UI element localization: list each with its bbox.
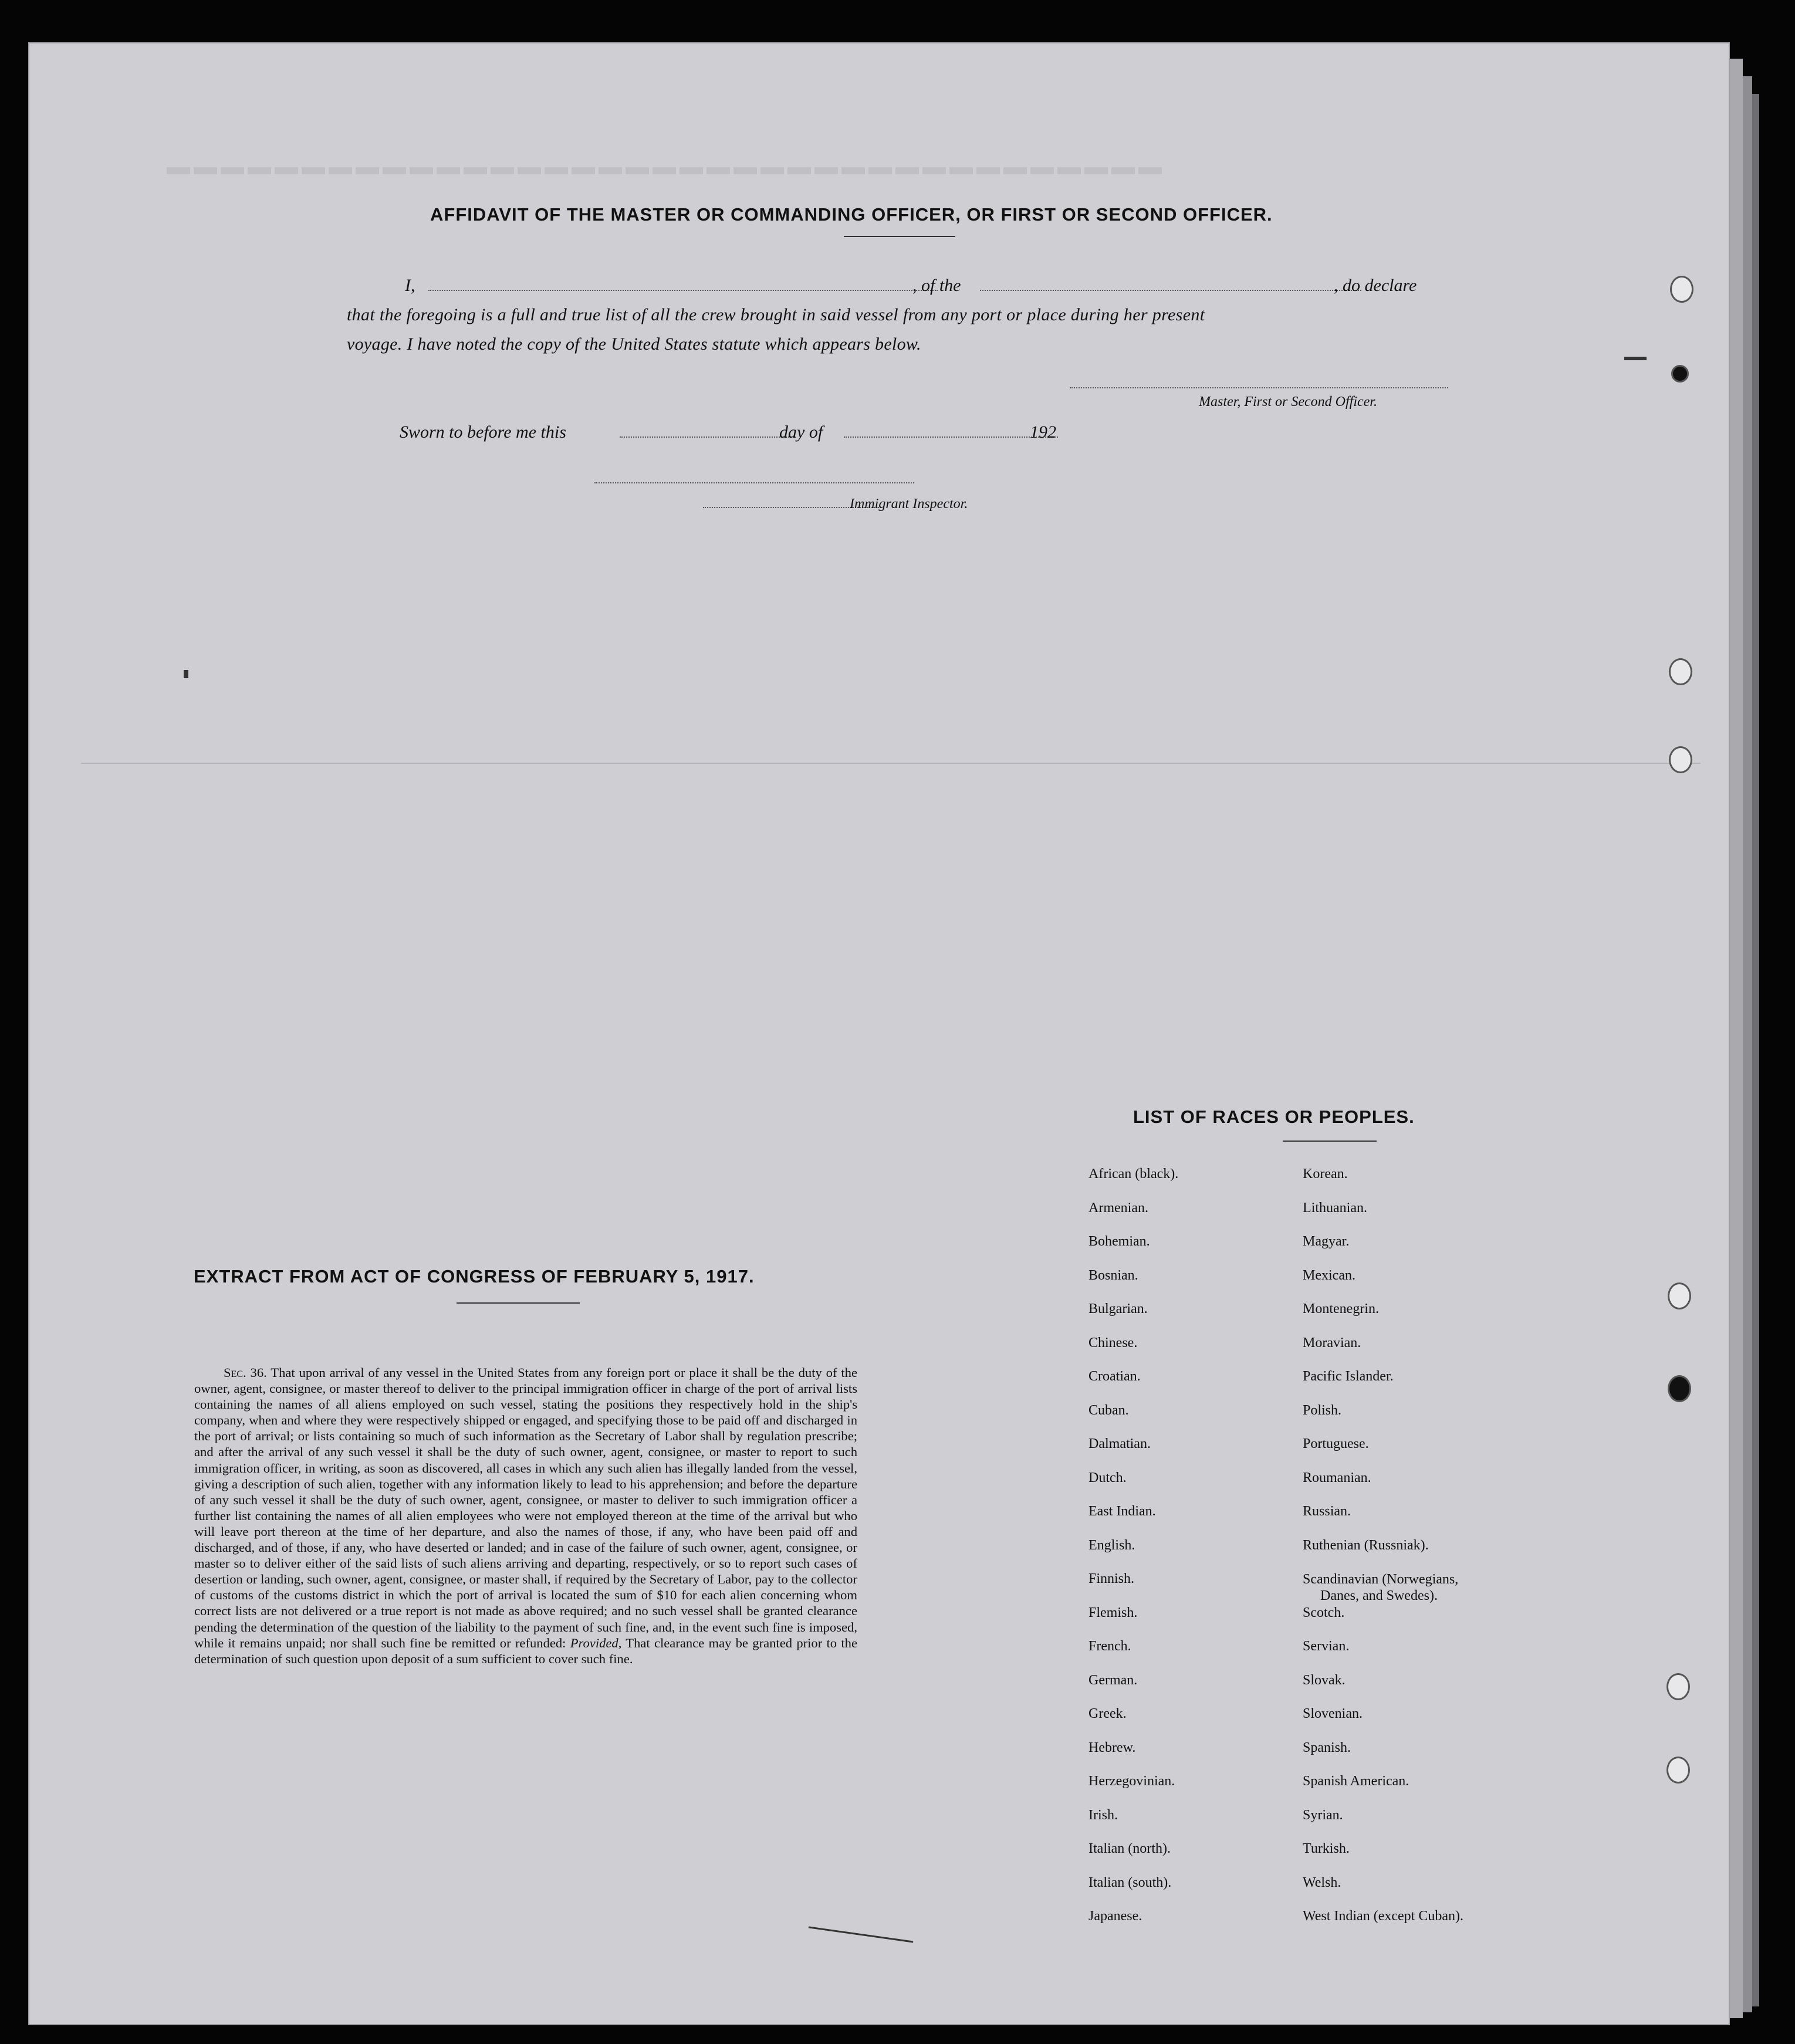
ink-mark [184, 670, 188, 678]
races-right-column [1303, 1166, 1463, 1943]
extract-title: EXTRACT FROM ACT OF CONGRESS OF FEBRUARY 5, 1917. [194, 1266, 755, 1287]
race-entry: Bulgarian. [1089, 1301, 1148, 1317]
provided-word: Provided, [570, 1635, 622, 1650]
page-edge [1730, 59, 1743, 2018]
race-entry: Scandinavian (Norwegians, Danes, and Swedes). [1303, 1572, 1459, 1603]
section-label: Sec. 36. [224, 1365, 267, 1380]
races-title: LIST OF RACES OR PEOPLES. [1133, 1106, 1415, 1127]
race-entry: Dutch. [1089, 1470, 1127, 1485]
ink-mark [1624, 357, 1647, 360]
name-blank[interactable] [428, 290, 938, 291]
punch-hole [1669, 658, 1692, 685]
punch-hole [1666, 1757, 1690, 1784]
extract-text-1: That upon arrival of any vessel in the United States from any foreign port or place it shall be the duty of the owner, agent, consignee, or master thereof to deliver to the principal immigration officer in charge of the port of arrival lists containing the names of all aliens employed on such vessel, stating the positions they respectively hold in the ship's company, when and where they were respectively shipped or engaged, and specifying those to be paid off and discharged in the port of arrival; or lists containing so much of such information as the Secretary of Labor shall by regulation prescribe; and after the arrival of any such vessel it shall be the duty of such owner, agent, consignee, or master to report to such immigration officer, in writing, as soon as discovered, all cases in which any such alien has illegally landed from the vessel, giving a description of such alien, together with any information likely to lead to his apprehension; and before the departure of any such vessel it shall be the duty of such owner, agent, consignee, or master to deliver to such immigration officer a further list containing the names of all alien employees who were not employed thereon at the time of the arrival but who will leave port thereon at the time of her departure, and also the names of those, if any, who have been paid off and discharged, and of those, if any, who have deserted or landed; and in case of the failure of such owner, agent, consignee, or master so to deliver either of the said lists of such aliens arriving and departing, respectively, or so to report such cases of desertion or landing, such owner, agent, consignee, or master shall, if required by the Secretary of Labor, pay to the collector of customs of the customs district in which the port of arrival is located the sum of $10 for each alien concerning whom correct lists are not delivered or a true report is not made as above required; and no such vessel shall be granted clearance pending the determination of the question of the liability to the payment of such fine, and, in the event such fine is imposed, while it remains unpaid; nor shall such fine be remitted or refunded: [194, 1365, 857, 1650]
races-divider [1283, 1141, 1377, 1142]
race-entry: Roumanian. [1303, 1470, 1371, 1485]
race-entry: Slovenian. [1303, 1706, 1363, 1721]
race-entry: Slovak. [1303, 1672, 1346, 1688]
page-edge [1743, 76, 1752, 2012]
race-entry: Armenian. [1089, 1200, 1148, 1216]
pencil-mark [809, 1918, 915, 1943]
race-entry: Hebrew. [1089, 1740, 1136, 1755]
bleed-through-text: ▬▬▬▬▬▬▬▬▬▬▬▬▬▬▬▬▬▬▬▬▬▬▬▬▬▬▬▬▬▬▬▬▬▬▬▬▬ [163, 154, 1162, 180]
signature-line[interactable] [1070, 387, 1448, 388]
race-entry: Mexican. [1303, 1267, 1355, 1283]
race-entry: Scotch. [1303, 1605, 1345, 1620]
sworn-month-blank[interactable] [844, 436, 1058, 438]
punch-hole [1671, 365, 1689, 383]
form-page [28, 42, 1730, 2025]
race-entry: Lithuanian. [1303, 1200, 1367, 1216]
inspector-line-top [594, 482, 914, 483]
punch-hole [1669, 746, 1692, 773]
extract-body [194, 1365, 857, 1667]
affidavit-of-the: , of the [912, 276, 961, 295]
race-entry: Portuguese. [1303, 1436, 1369, 1451]
race-entry: English. [1089, 1537, 1135, 1553]
punch-hole [1666, 1673, 1690, 1700]
race-entry: Chinese. [1089, 1335, 1138, 1351]
race-entry: Irish. [1089, 1807, 1118, 1823]
bleed-through-rule [81, 763, 1701, 764]
race-entry: Korean. [1303, 1166, 1348, 1182]
race-entry: Herzegovinian. [1089, 1774, 1175, 1789]
race-entry: Bosnian. [1089, 1267, 1138, 1283]
race-entry: German. [1089, 1672, 1138, 1688]
race-entry: Spanish American. [1303, 1774, 1409, 1789]
signature-caption: Master, First or Second Officer. [1199, 394, 1377, 410]
race-entry: Servian. [1303, 1639, 1350, 1654]
punch-hole [1668, 1282, 1691, 1309]
race-entry: Finnish. [1089, 1571, 1135, 1586]
race-entry: East Indian. [1089, 1504, 1156, 1519]
race-entry: Dalmatian. [1089, 1436, 1151, 1451]
race-entry: Ruthenian (Russniak). [1303, 1537, 1429, 1553]
race-entry: Syrian. [1303, 1807, 1343, 1823]
race-entry: Cuban. [1089, 1402, 1129, 1418]
page-edge [1752, 94, 1759, 2006]
vessel-blank[interactable] [980, 290, 1361, 291]
sworn-label: Sworn to before me this [400, 422, 566, 442]
race-entry: Russian. [1303, 1504, 1351, 1519]
affidavit-i-label: I, [405, 276, 415, 295]
affidavit-do-declare: , do declare [1334, 276, 1417, 295]
year-label: 192 [1030, 422, 1056, 442]
race-entry: West Indian (except Cuban). [1303, 1908, 1463, 1924]
races-left-column [1089, 1166, 1178, 1943]
race-entry: Welsh. [1303, 1874, 1341, 1890]
affidavit-line-3: voyage. I have noted the copy of the United States statute which appears below. [347, 334, 921, 354]
race-entry: Pacific Islander. [1303, 1369, 1394, 1384]
race-entry: Flemish. [1089, 1605, 1138, 1620]
race-entry: Italian (north). [1089, 1841, 1171, 1856]
race-entry: Montenegrin. [1303, 1301, 1379, 1317]
race-entry: Polish. [1303, 1402, 1342, 1418]
extract-divider [457, 1302, 580, 1304]
race-entry: Spanish. [1303, 1740, 1351, 1755]
affidavit-line-2: that the foregoing is a full and true list of all the crew brought in said vessel from any port or place during her present [347, 305, 1205, 324]
day-of-label: day of [779, 422, 823, 442]
sworn-date-blank[interactable] [620, 436, 796, 438]
race-entry: Italian (south). [1089, 1874, 1172, 1890]
extract-text-2: That clearance may be granted prior to the determination of such question upon deposit of a sum sufficient to cover such fine. [194, 1635, 857, 1666]
race-entry: Magyar. [1303, 1234, 1350, 1249]
punch-hole [1668, 1375, 1691, 1402]
inspector-caption: Immigrant Inspector. [850, 496, 968, 512]
race-entry: Greek. [1089, 1706, 1127, 1721]
race-entry: Turkish. [1303, 1841, 1350, 1856]
race-entry: Croatian. [1089, 1369, 1141, 1384]
race-entry: Moravian. [1303, 1335, 1361, 1351]
race-entry: French. [1089, 1639, 1131, 1654]
race-entry: Bohemian. [1089, 1234, 1150, 1249]
race-entry: Japanese. [1089, 1908, 1142, 1924]
affidavit-title: AFFIDAVIT OF THE MASTER OR COMMANDING OFFICER, OR FIRST OR SECOND OFFICER. [430, 204, 1273, 225]
punch-hole [1670, 276, 1693, 303]
race-entry: African (black). [1089, 1166, 1179, 1182]
title-divider [844, 236, 955, 237]
